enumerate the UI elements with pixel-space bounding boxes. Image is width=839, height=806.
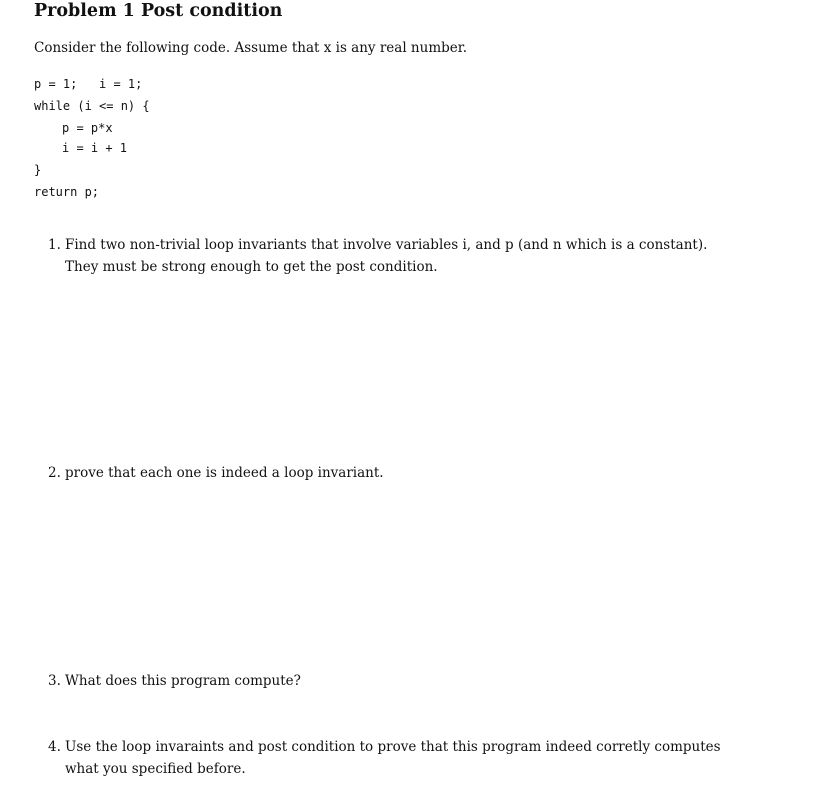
question-3: [48, 670, 301, 692]
question-2: [48, 462, 384, 484]
question-number: 2.: [48, 465, 61, 481]
question-text: prove that each one is indeed a loop invariant.: [65, 465, 384, 481]
code-line-return: return p;: [34, 185, 100, 199]
problem-intro: Consider the following code. Assume that x is any real number.: [34, 40, 468, 56]
code-line-close-brace: }: [34, 163, 42, 177]
question-text: What does this program compute?: [65, 673, 301, 689]
problem-title: Problem 1 Post condition: [34, 1, 283, 21]
question-number: 4.: [48, 739, 61, 755]
question-1: [48, 234, 707, 278]
question-number: 1.: [48, 237, 61, 253]
code-line-multiply: p = p*x: [62, 121, 113, 135]
question-text: Find two non-trivial loop invariants that involve variables i, and p (and n which is a constant).: [65, 237, 708, 253]
question-text-continued: what you specified before.: [65, 761, 246, 777]
question-text: Use the loop invaraints and post condition to prove that this program indeed corretly computes: [65, 739, 721, 755]
code-line-increment: i = i + 1: [62, 141, 128, 155]
question-4: [48, 736, 721, 780]
question-text-continued: They must be strong enough to get the post condition.: [65, 259, 438, 275]
question-number: 3.: [48, 673, 61, 689]
code-line-init: p = 1; i = 1;: [34, 77, 143, 91]
code-line-while: while (i <= n) {: [34, 99, 150, 113]
